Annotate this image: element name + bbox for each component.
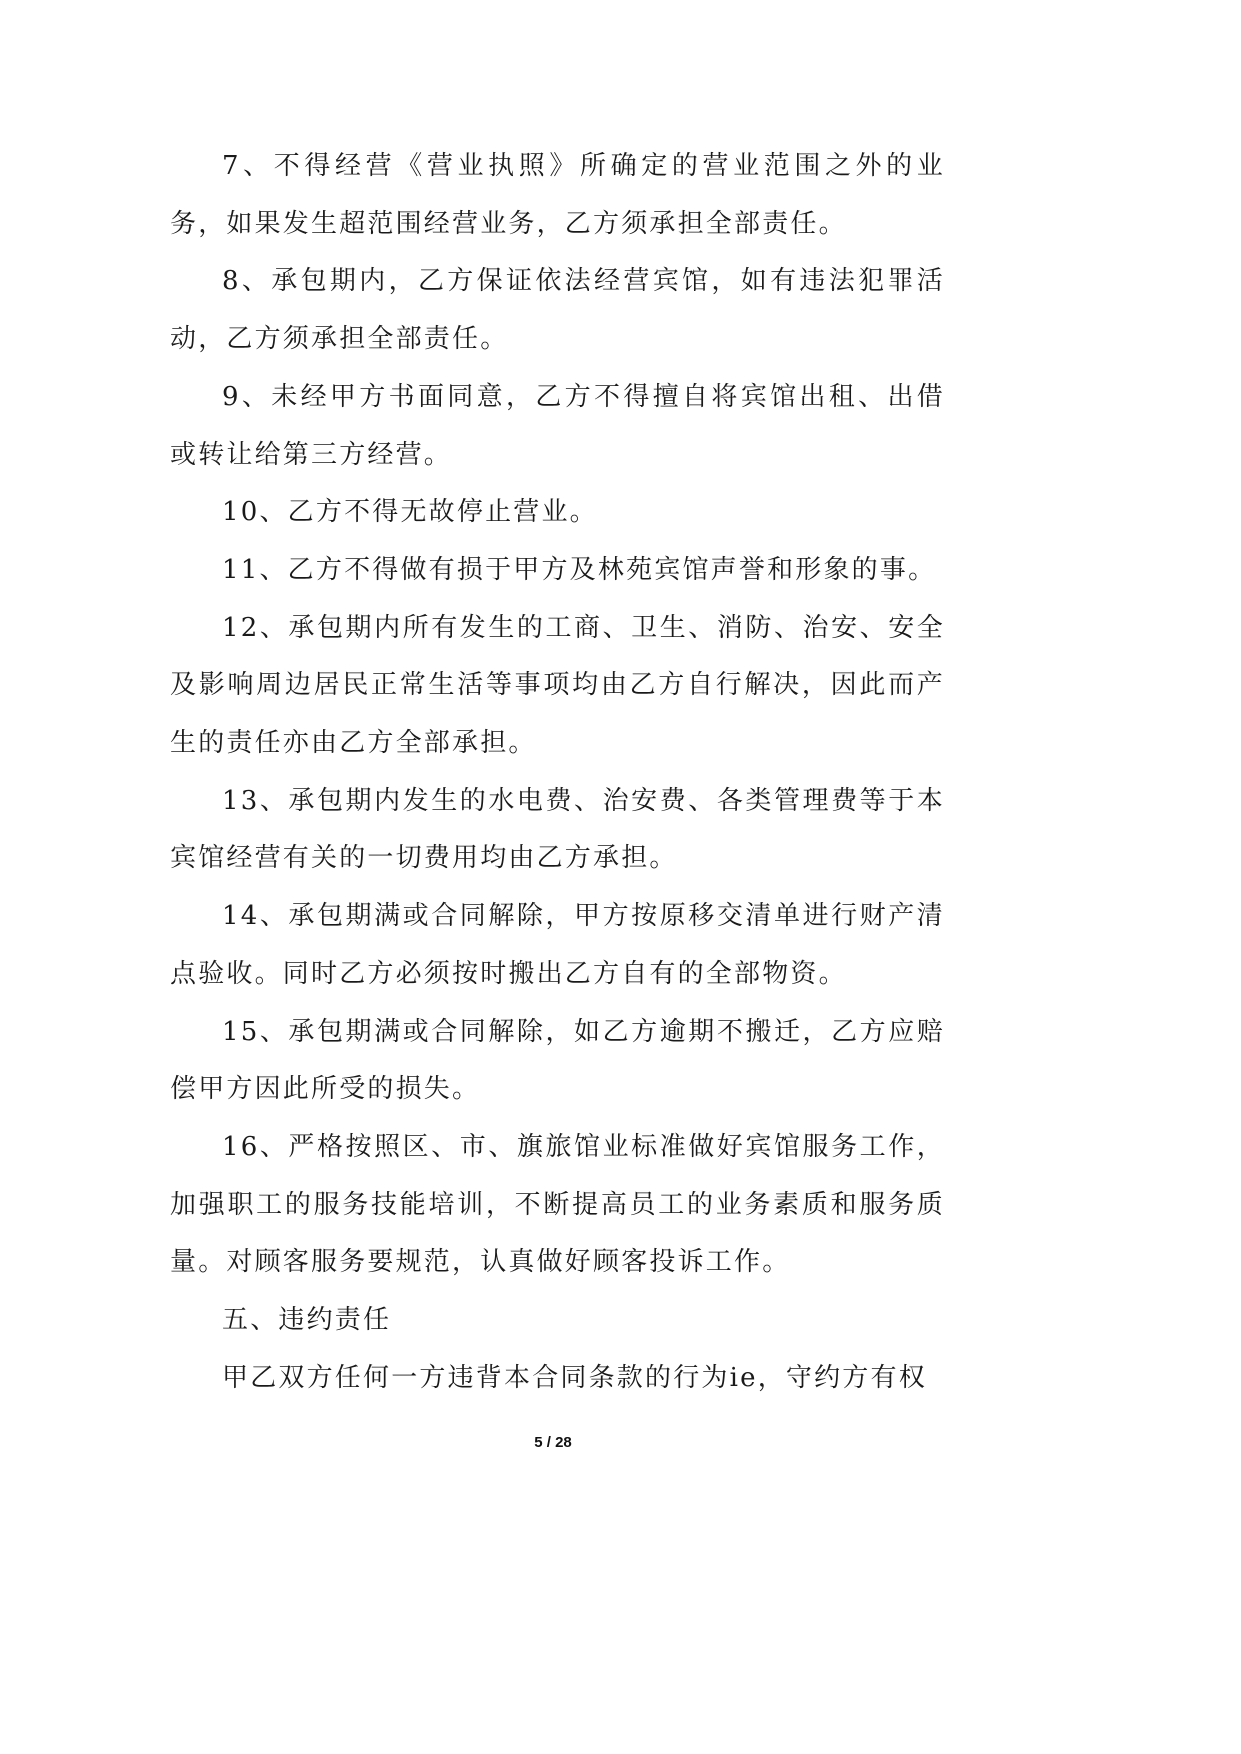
clause-9: 9、未经甲方书面同意，乙方不得擅自将宾馆出租、出借或转让给第三方经营。 [170, 381, 945, 470]
clause-11: 11、乙方不得做有损于甲方及林苑宾馆声誉和形象的事。 [222, 554, 937, 585]
clause-8: 8、承包期内，乙方保证依法经营宾馆，如有违法犯罪活动，乙方须承担全部责任。 [170, 266, 945, 355]
clause-12: 12、承包期内所有发生的工商、卫生、消防、治安、安全及影响周边居民正常生活等事项均由乙方自行解决，因此而产生的责任亦由乙方全部承担。 [170, 612, 945, 759]
breach-liability-text: 甲乙双方任何一方违背本合同条款的行为ie，守约方有权 [222, 1362, 927, 1393]
page-number: 5 / 28 [534, 1434, 572, 1451]
section-heading-breach-liability: 五、违约责任 [222, 1305, 392, 1336]
clause-7: 7、不得经营《营业执照》所确定的营业范围之外的业务，如果发生超范围经营业务，乙方须承担全部责任。 [170, 151, 945, 239]
clause-13: 13、承包期内发生的水电费、治安费、各类管理费等于本宾馆经营有关的一切费用均由乙方承担。 [170, 785, 945, 874]
clause-14: 14、承包期满或合同解除，甲方按原移交清单进行财产清点验收。同时乙方必须按时搬出乙方自有的全部物资。 [170, 901, 945, 989]
clause-15: 15、承包期满或合同解除，如乙方逾期不搬迁，乙方应赔偿甲方因此所受的损失。 [170, 1016, 945, 1105]
document-body [170, 138, 945, 1407]
clause-16: 16、严格按照区、市、旗旅馆业标准做好宾馆服务工作，加强职工的服务技能培训，不断提高员工的业务素质和服务质量。对顾客服务要规范，认真做好顾客投诉工作。 [170, 1131, 945, 1278]
clause-10: 10、乙方不得无故停止营业。 [222, 497, 598, 528]
